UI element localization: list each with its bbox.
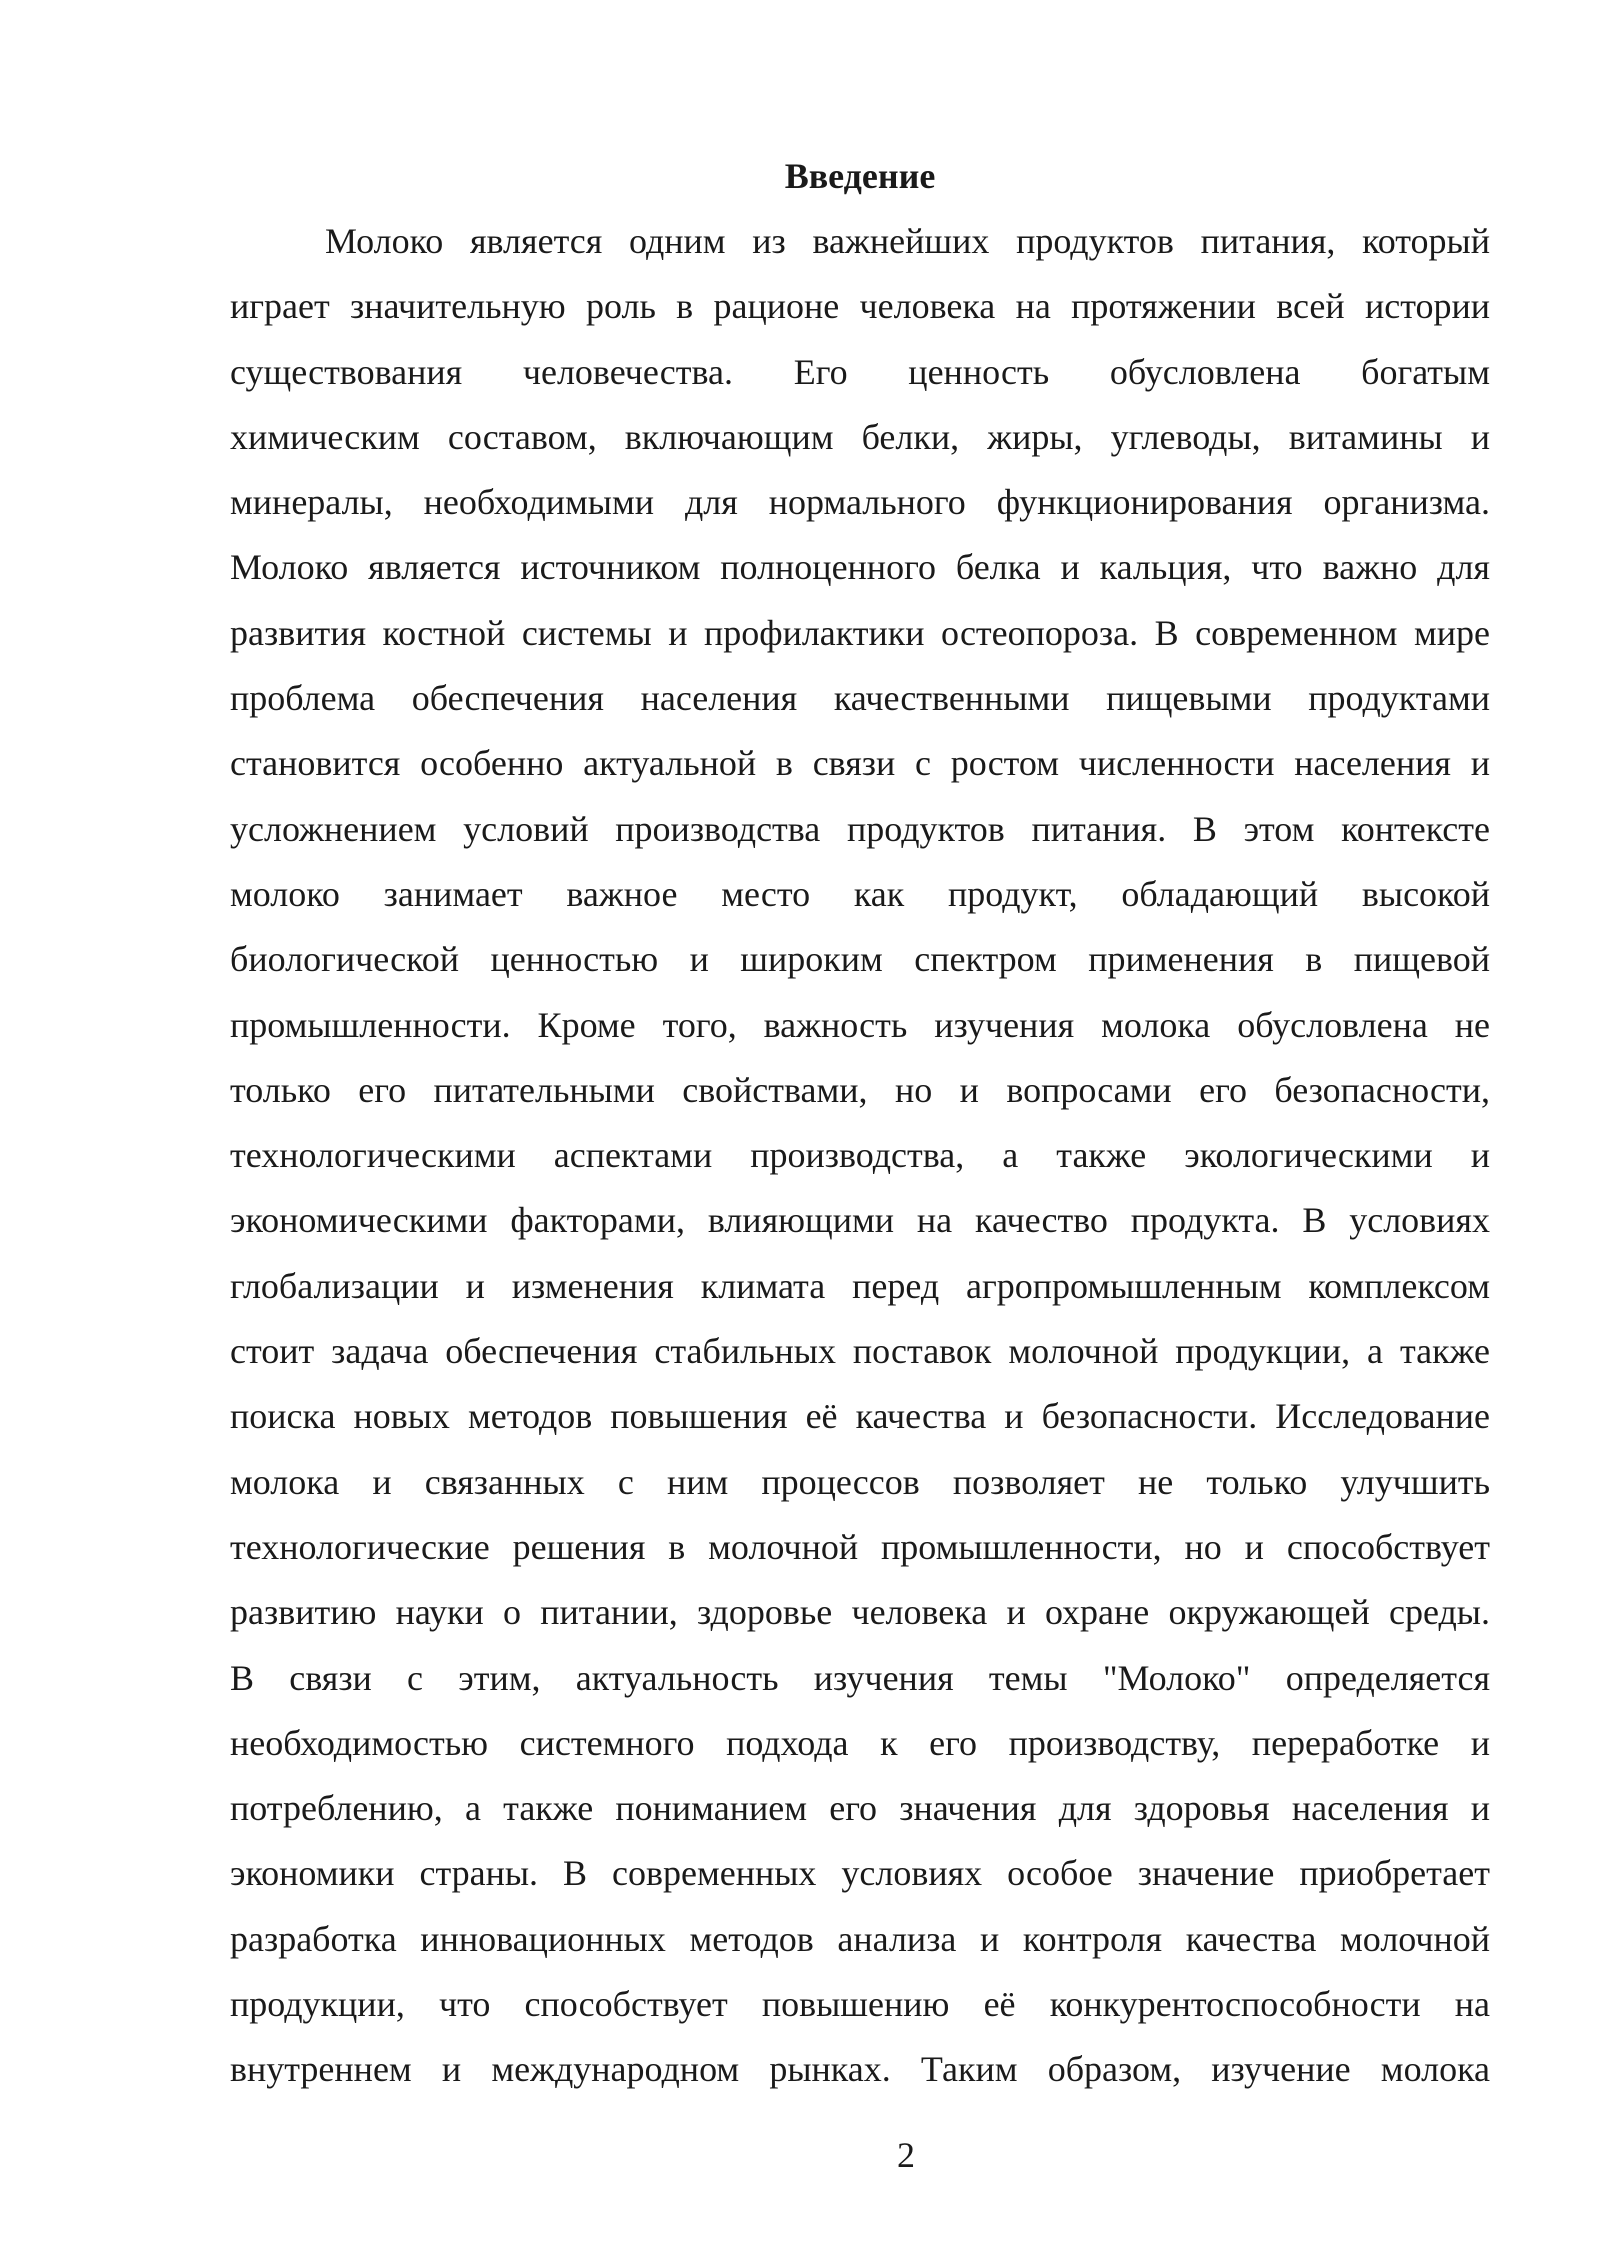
text-line: разработка инновационных методов анализа и контроля качества молочной bbox=[230, 1918, 1490, 1959]
text-line: потреблению, а также пониманием его значения для здоровья населения и bbox=[230, 1788, 1490, 1829]
body-paragraph bbox=[230, 209, 1490, 2103]
text-line: технологическими аспектами производства, а также экологическими и bbox=[230, 1135, 1490, 1176]
text-line: экономическими факторами, влияющими на качество продукта. В условиях bbox=[230, 1200, 1490, 1241]
text-line: развитию науки о питании, здоровье человека и охране окружающей среды. bbox=[230, 1592, 1490, 1633]
text-line: становится особенно актуальной в связи с ростом численности населения и bbox=[230, 743, 1490, 784]
text-line: только его питательными свойствами, но и вопросами его безопасности, bbox=[230, 1069, 1490, 1110]
text-line: проблема обеспечения населения качественными пищевыми продуктами bbox=[230, 678, 1490, 719]
text-line: экономики страны. В современных условиях особое значение приобретает bbox=[230, 1853, 1490, 1894]
text-line: биологической ценностью и широким спектром применения в пищевой bbox=[230, 939, 1490, 980]
text-line: минералы, необходимыми для нормального функционирования организма. bbox=[230, 482, 1490, 523]
text-line: необходимостью системного подхода к его производству, переработке и bbox=[230, 1722, 1490, 1763]
page-number: 2 bbox=[897, 2135, 915, 2175]
text-line: поиска новых методов повышения её качества и безопасности. Исследование bbox=[230, 1396, 1490, 1437]
text-line: глобализации и изменения климата перед агропромышленным комплексом bbox=[230, 1265, 1490, 1306]
text-line: химическим составом, включающим белки, жиры, углеводы, витамины и bbox=[230, 416, 1490, 457]
text-line: внутреннем и международном рынках. Таким образом, изучение молока bbox=[230, 2049, 1490, 2090]
section-heading: Введение bbox=[784, 156, 936, 196]
text-line: играет значительную роль в рационе человека на протяжении всей истории bbox=[230, 286, 1490, 327]
text-line: стоит задача обеспечения стабильных поставок молочной продукции, а также bbox=[230, 1331, 1490, 1372]
text-line: молоко занимает важное место как продукт, обладающий высокой bbox=[230, 873, 1490, 914]
text-line: продукции, что способствует повышению её конкурентоспособности на bbox=[230, 1984, 1490, 2025]
text-line: усложнением условий производства продуктов питания. В этом контексте bbox=[230, 808, 1490, 849]
text-line: Молоко является одним из важнейших продуктов питания, который bbox=[325, 221, 1490, 261]
text-line: Молоко является источником полноценного белка и кальция, что важно для bbox=[230, 547, 1490, 588]
text-line: В связи с этим, актуальность изучения темы "Молоко" определяется bbox=[230, 1657, 1490, 1698]
text-line: промышленности. Кроме того, важность изучения молока обусловлена не bbox=[230, 1004, 1490, 1045]
text-line: развития костной системы и профилактики остеопороза. В современном мире bbox=[230, 612, 1490, 653]
text-line: технологические решения в молочной промышленности, но и способствует bbox=[230, 1526, 1490, 1567]
text-line: существования человечества. Его ценность обусловлена богатым bbox=[230, 351, 1490, 392]
text-line: молока и связанных с ним процессов позволяет не только улучшить bbox=[230, 1461, 1490, 1502]
